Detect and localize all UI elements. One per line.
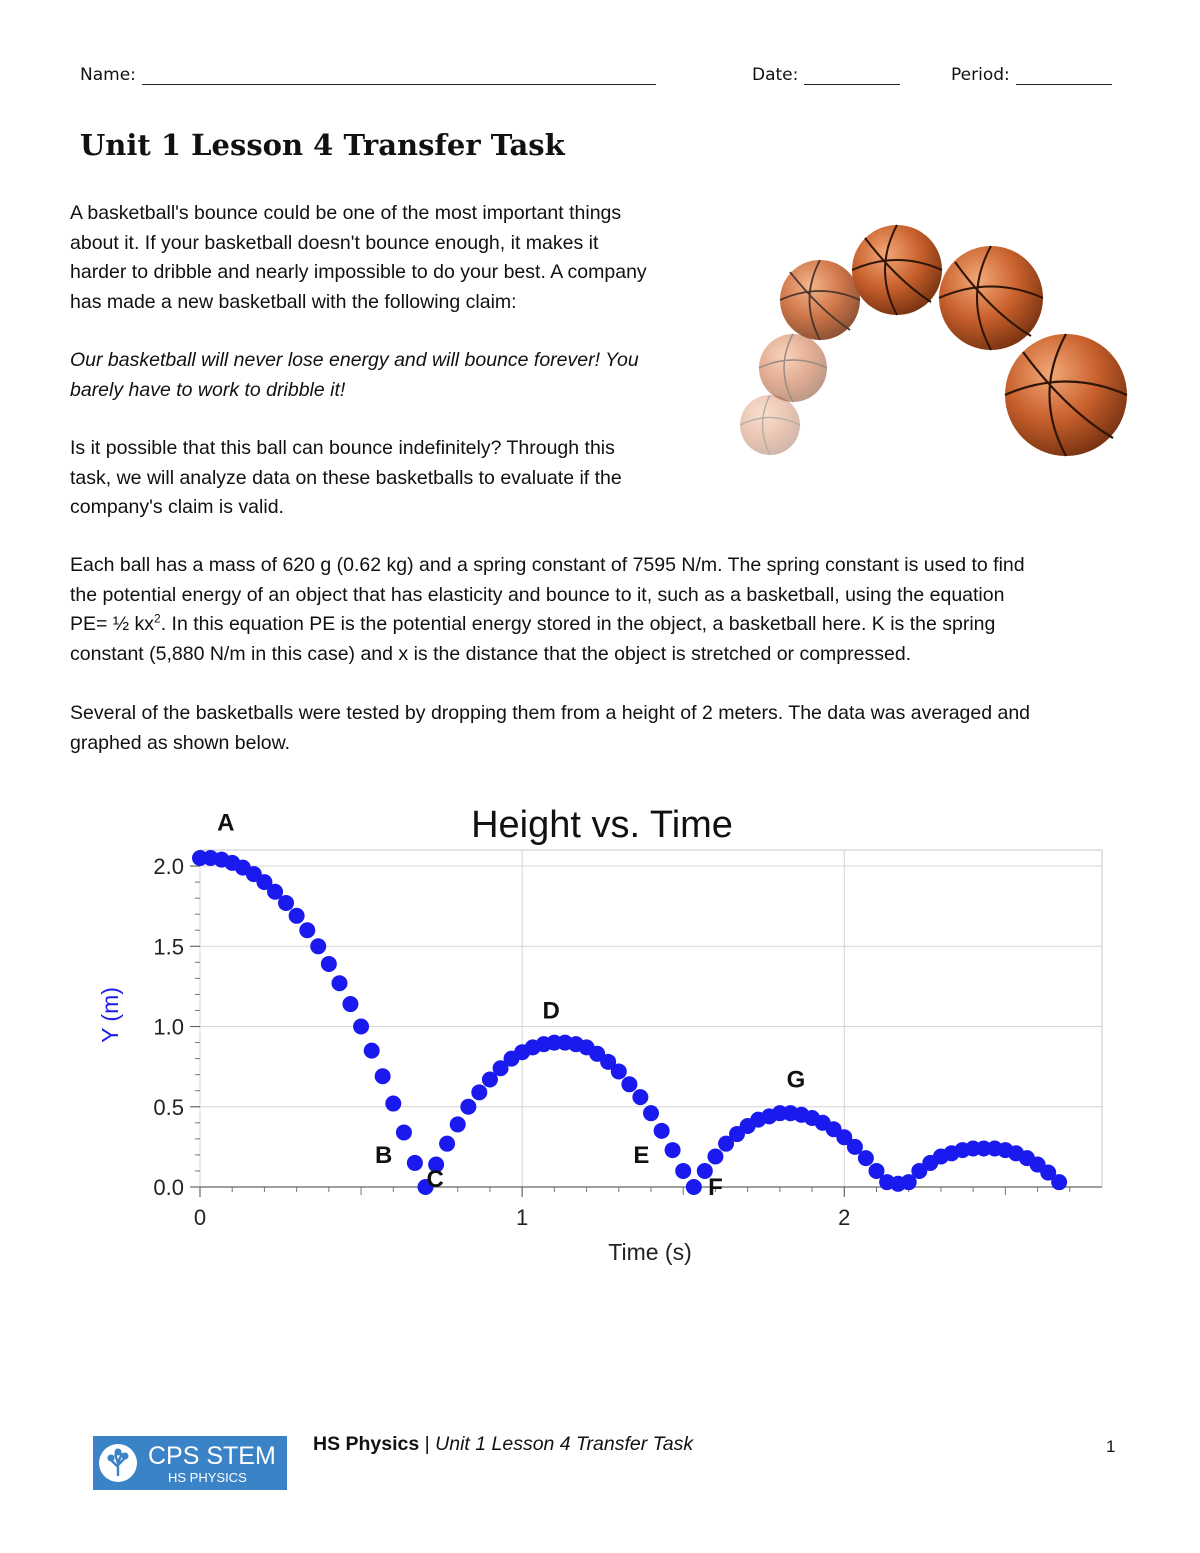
equation-pe: PE= ½ kx <box>70 613 154 635</box>
question-line: task, we will analyze data on these basketballs to evaluate if the <box>70 466 622 489</box>
y-tick-label: 0.0 <box>153 1175 184 1200</box>
intro-line: has made a new basketball with the following claim: <box>70 290 517 313</box>
logo-subtitle: HS PHYSICS <box>168 1470 247 1485</box>
claim-line: Our basketball will never lose energy and will bounce forever! You <box>70 349 639 371</box>
point-annotation-d: D <box>542 997 560 1025</box>
point-annotation-b: B <box>374 1141 393 1169</box>
data-point <box>278 895 294 911</box>
data-point <box>353 1019 369 1035</box>
data-point <box>621 1076 637 1092</box>
data-point <box>654 1123 670 1139</box>
footer-course <box>313 1433 693 1456</box>
data-point <box>665 1142 681 1158</box>
name-field[interactable] <box>80 62 656 85</box>
data-point <box>385 1096 401 1112</box>
question-paragraph <box>70 434 622 523</box>
data-point <box>310 938 326 954</box>
y-tick-label: 2.0 <box>153 854 184 880</box>
chart-title: Height vs. Time <box>471 804 733 846</box>
period-field[interactable] <box>951 62 1112 85</box>
y-tick-label: 1.5 <box>153 934 184 960</box>
ball-3 <box>780 260 860 340</box>
ball-faint-2 <box>759 334 827 402</box>
name-label: Name: <box>80 65 136 85</box>
data-point <box>632 1089 648 1105</box>
question-line: Is it possible that this ball can bounce indefinitely? Through this <box>70 437 615 459</box>
cps-stem-logo <box>93 1436 287 1490</box>
name-line <box>142 62 656 85</box>
equation-exponent: 2 <box>154 611 161 626</box>
physics-paragraph <box>70 551 1025 669</box>
y-axis-label: Y (m) <box>97 987 123 1043</box>
height-vs-time-chart <box>60 790 1140 1280</box>
data-point <box>1051 1174 1067 1190</box>
data-point <box>342 996 358 1012</box>
x-axis-label: Time (s) <box>608 1239 692 1265</box>
date-field[interactable] <box>752 62 900 85</box>
data-point <box>471 1084 487 1100</box>
physics-line: the potential energy of an object that has elasticity and bounce to it, such as a basketball, using the equation <box>70 583 1005 606</box>
chart-annotations <box>217 810 805 1201</box>
physics-line: . In this equation PE is the potential energy stored in the object, a basketball here. K is the spring <box>160 613 996 635</box>
data-point <box>858 1150 874 1166</box>
y-tick-label: 0.5 <box>153 1094 184 1120</box>
period-line <box>1016 62 1112 85</box>
page-title: Unit 1 Lesson 4 Transfer Task <box>80 128 565 162</box>
x-tick-label: 0 <box>193 1205 207 1230</box>
date-label: Date: <box>752 65 799 85</box>
intro-line: about it. If your basketball doesn't bounce enough, it makes it <box>70 231 599 254</box>
x-tick-label: 2 <box>838 1205 851 1230</box>
ball-6 <box>1005 334 1127 456</box>
data-point <box>299 922 315 938</box>
data-point <box>675 1163 691 1179</box>
physics-line: Each ball has a mass of 620 g (0.62 kg) and a spring constant of 7595 N/m. The spring constant is used to find <box>70 554 1025 576</box>
data-point <box>707 1149 723 1165</box>
period-label: Period: <box>951 65 1010 85</box>
chart-grid <box>200 850 1102 1187</box>
data-point <box>289 908 305 924</box>
ball-5 <box>939 246 1043 350</box>
procedure-paragraph <box>70 699 1030 758</box>
point-annotation-a: A <box>217 809 235 837</box>
point-annotation-e: E <box>633 1141 650 1169</box>
data-point <box>364 1043 380 1059</box>
ball-faint-1 <box>740 395 800 455</box>
data-point <box>643 1105 659 1121</box>
data-point <box>686 1179 702 1195</box>
physics-line: constant (5,880 N/m in this case) and x is the distance that the object is stretched or compressed. <box>70 642 912 665</box>
date-line <box>804 62 900 85</box>
y-tick-label: 1.0 <box>153 1014 184 1040</box>
data-point <box>321 956 337 972</box>
footer-course-name: HS Physics <box>313 1433 420 1455</box>
intro-line: A basketball's bounce could be one of the most important things <box>70 202 622 224</box>
intro-line: harder to dribble and nearly impossible to do your best. A company <box>70 261 647 283</box>
intro-paragraph <box>70 199 647 317</box>
data-point <box>331 975 347 991</box>
logo-title: CPS STEM <box>148 1442 276 1470</box>
x-tick-label: 1 <box>516 1205 529 1230</box>
point-annotation-f: F <box>708 1174 723 1202</box>
data-point <box>396 1124 412 1140</box>
procedure-line: Several of the basketballs were tested by dropping them from a height of 2 meters. The data was averaged and <box>70 702 1031 724</box>
ball-4 <box>852 225 942 315</box>
data-point <box>450 1116 466 1132</box>
data-point <box>611 1063 627 1079</box>
claim-quote <box>70 346 639 405</box>
point-annotation-c: C <box>426 1166 444 1193</box>
chart-points <box>192 850 1067 1195</box>
procedure-line: graphed as shown below. <box>70 731 291 754</box>
data-point <box>375 1068 391 1084</box>
footer-lesson: Unit 1 Lesson 4 Transfer Task <box>435 1433 694 1455</box>
claim-line: barely have to work to dribble it! <box>70 378 346 401</box>
page-number: 1 <box>1106 1437 1116 1456</box>
data-point <box>407 1155 423 1171</box>
plot-frame <box>200 850 1102 1187</box>
basketball-illustration <box>735 220 1135 470</box>
data-point <box>439 1136 455 1152</box>
data-point <box>460 1099 476 1115</box>
footer-separator: | <box>419 1433 436 1455</box>
point-annotation-g: G <box>786 1066 806 1094</box>
header-fields <box>80 62 1120 92</box>
question-line: company's claim is valid. <box>70 496 284 518</box>
